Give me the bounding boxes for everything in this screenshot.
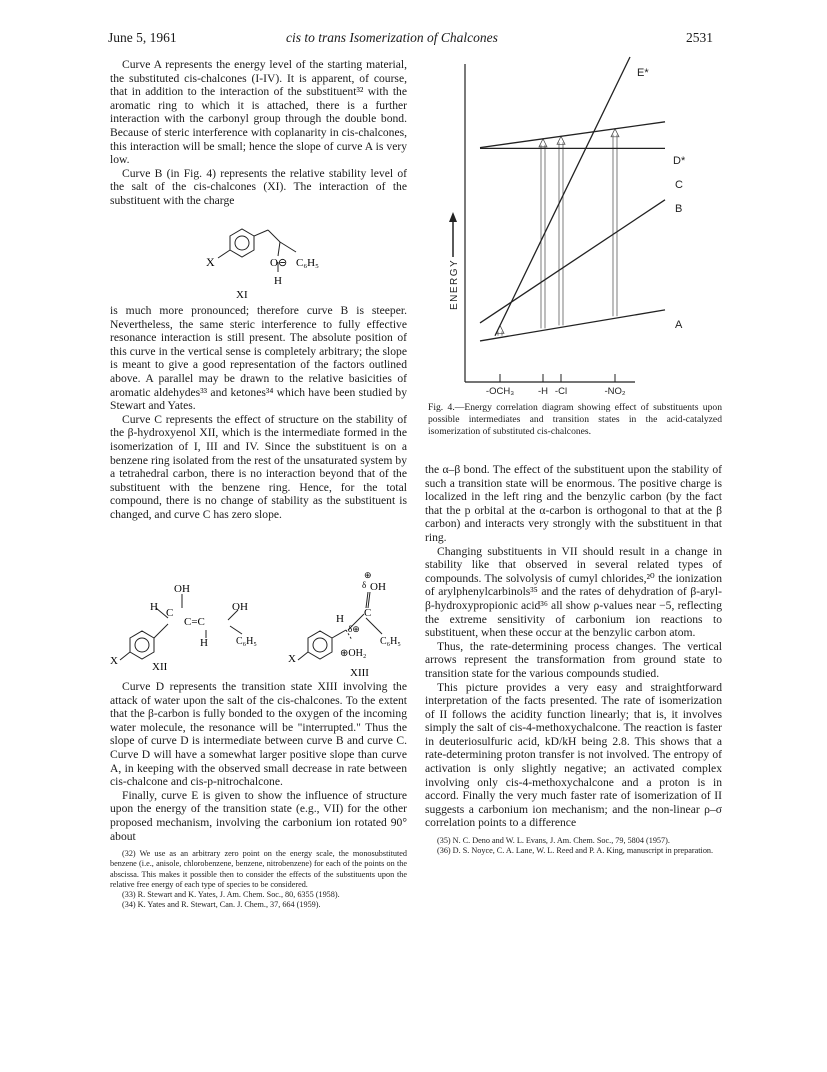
curve-label-Estar: E* (637, 67, 649, 79)
paragraph-curve-d: Curve D represents the transition state XIII involving the attack of water upon the salt of the cis-chalcones. To the extent that the β-carbon is fully bonded to the oxygen of the incoming water molecule, the resonance will be "interrupted." Thus the slope of curve D is intermediate between curve B and curve C. Curve D will have a somewhat larger positive slope than curve A, in keeping with the observed small decrease in rate between cis-chalcone and cis-p-nitrochalcone. (110, 680, 407, 789)
paragraph-alpha-beta: the α–β bond. The effect of the substituent upon the stability of such a transition state will be enormous. The positive charge is localized in the left ring and the benzylic carbon (by the fact that the p orbital at the α-carbon is orthogonal to that at the β carbon) and interacts very strongly with the substituent in that ring. (425, 463, 722, 544)
xiii-oh-label: OH (370, 581, 386, 593)
xiii-x-label: X (288, 653, 296, 665)
energy-curves (480, 57, 665, 341)
paragraph-interpretation: This picture provides a very easy and straightforward interpretation of the facts presented. The rate of isomerization of II follows the acidity function linearly; that is, it involves simply the salt of cis-4-methoxychalcone. The reaction is faster in deuteriosulfuric acid, kD/kH being 2.8. This shows that a rate-determining proton transfer is not involved. The entropy of activation is only slightly negative; an activated complex involving only cis-4-methoxychalcone and a proton is in accord. Finally the very much faster rate of isomerization of II suggests a carbonium ion mechanism; and the non-linear ρ–σ correlation points to a difference (425, 680, 722, 830)
curve-E-line (495, 57, 630, 336)
xiii-delta-label: δ (362, 580, 367, 590)
structures-xii-xiii (108, 570, 408, 680)
paragraph-curve-b-cont: is much more pronounced; therefore curve B is steeper. Nevertheless, the same steric interference to fully effective resonance interaction is still present. The absolute position of this curve in the vertical sense is completely arbitrary; the slope is meant to give a good representation of the factors outlined above. A parallel may be drawn to the relative basicities of aromatic aldehydes³³ and ketones³⁴ which have been studied by Stewart and Yates. (110, 304, 407, 413)
xii-phenyl-label: C₆H₅ (236, 636, 257, 647)
left-column-bottom (110, 680, 407, 910)
xii-compound-label: XII (152, 661, 168, 673)
y-axis-label: ENERGY (449, 258, 460, 310)
paragraph-changing-substituents: Changing substituents in VII should result in a change in stability like that observed in several related types of compounds. The solvolysis of cumyl chlorides,²⁰ the ionization of arylphenylcarbinols³⁵ and the rates of dehydration of β-aryl-β-hydroxypropionic acid³⁶ all show ρ-values near −5, reflecting the extreme sensitivity of carbonium ion reactions to substituent, when these occur at the benzylic carbon atom. (425, 544, 722, 640)
x-tick-labels (486, 386, 626, 397)
footnote-33: (33) R. Stewart and K. Yates, J. Am. Chem. Soc., 80, 6355 (1958). (122, 889, 340, 899)
xi-phenyl-label: C₆H₅ (296, 257, 319, 269)
figure-caption: Fig. 4.—Energy correlation diagram showing effect of substituents upon possible intermediates and transition states in the acid-catalyzed isomerization of substituted cis-chalcones. (428, 402, 722, 438)
left-column-middle (110, 304, 407, 522)
running-header-date: June 5, 1961 (108, 30, 177, 45)
footnote-35: (35) N. C. Deno and W. L. Evans, J. Am. Chem. Soc., 79, 5804 (1957). (437, 836, 670, 846)
xiii-c-label: C (364, 607, 372, 619)
curve-labels (637, 67, 686, 331)
xii-oh-label-2: OH (232, 601, 248, 613)
xi-compound-label: XI (236, 289, 248, 301)
curve-D-line (480, 122, 665, 148)
paragraph-curve-a: Curve A represents the energy level of the starting material, the substituted cis-chalcones (I-IV). It is apparent, of course, that in addition to the interaction of the substituent³² with the aromatic ring to which it is attached, there is a further interaction with the carbonyl group through the double bond. Because of steric interference with coplanarity in cis-chalcones, this interaction will be small; hence the slope of curve A is very low. (110, 58, 407, 167)
xiii-oh2-label: ⊕OH₂ (340, 648, 367, 659)
right-column (425, 463, 722, 856)
xiii-h-label: H (336, 613, 344, 625)
curve-B-line (480, 200, 665, 323)
xi-h-label: H (274, 275, 282, 287)
footnote-32: (32) We use as an arbitrary zero point on the energy scale, the monosubstituted benzene (i.e., anisole, chlorobenzene, benzene, nitrobenzene) for each of the points on the abscissa. This makes it possible then to consider the effects of the substituents upon the relative free energy of each type of species to be considered. (110, 849, 407, 889)
xiii-plus-label: ⊕ (364, 570, 372, 580)
running-header-title: cis to trans Isomerization of Chalcones (286, 30, 498, 45)
xiii-delta-plus-label: δ⊕ (348, 624, 360, 634)
xi-oxide-label: O⊖ (270, 257, 288, 269)
structure-xi (200, 222, 400, 302)
x-tick-label-2: -Cl (554, 386, 568, 397)
curve-label-B: B (675, 203, 683, 215)
curve-A-line (480, 310, 665, 341)
left-column-top (110, 58, 407, 208)
arrow-head-1 (539, 139, 547, 147)
transition-arrows (496, 129, 619, 336)
x-ticks (500, 374, 615, 382)
x-tick-label-3: -NO₂ (604, 386, 626, 397)
paragraph-curve-c: Curve C represents the effect of structure on the stability of the β-hydroxyenol XII, which is the intermediate formed in the isomerization of I, III and IV. Since the substituent is on a benzene ring isolated from the rest of the unsaturated system by a tetrahedral carbon, there is no interaction beyond that of the substituent with the benzene ring. Hence, for the total compound, there is no change of stability as the substituent is changed, and curve C has zero slope. (110, 412, 407, 521)
footnote-34: (34) K. Yates and R. Stewart, Can. J. Chem., 37, 664 (1959). (122, 900, 321, 910)
curve-label-C: C (675, 179, 683, 191)
curve-label-Dstar: D* (673, 155, 686, 167)
xii-h-label-2: H (200, 637, 208, 649)
arrow-head-3 (611, 129, 619, 137)
xii-c-eq-c-label: C=C (184, 616, 205, 628)
curve-label-A: A (675, 319, 683, 331)
xii-h-label-1: H (150, 601, 158, 613)
arrow-head-2 (557, 136, 565, 144)
y-label-group (449, 212, 460, 310)
energy-correlation-diagram (425, 52, 725, 407)
xii-skeleton (120, 594, 242, 660)
x-tick-label-0: -OCH₃ (485, 386, 515, 397)
page-number: 2531 (686, 30, 713, 45)
xiii-phenyl-label: C₆H₅ (380, 636, 401, 647)
paragraph-curve-b: Curve B (in Fig. 4) represents the relative stability level of the salt of the cis-chalcones (XI). The interaction of the substituent with the charge (110, 166, 407, 207)
x-tick-label-1: -H (537, 386, 549, 397)
paragraph-curve-e: Finally, curve E is given to show the influence of structure upon the energy of the transition state (e.g., VII) for the other proposed mechanism, involving the carbonium ion rotated 90° about (110, 788, 407, 843)
paragraph-rate-determining: Thus, the rate-determining process changes. The vertical arrows represent the transformation from ground state to transition state for the various compounds studied. (425, 639, 722, 680)
footnote-36: (36) D. S. Noyce, C. A. Lane, W. L. Reed and P. A. King, manuscript in preparation. (437, 846, 714, 856)
xii-x-label: X (110, 655, 118, 667)
xii-oh-label-1: OH (174, 583, 190, 595)
xi-x-label: X (206, 255, 215, 269)
xii-c-label: C (166, 607, 174, 619)
xiii-compound-label: XIII (350, 667, 369, 679)
